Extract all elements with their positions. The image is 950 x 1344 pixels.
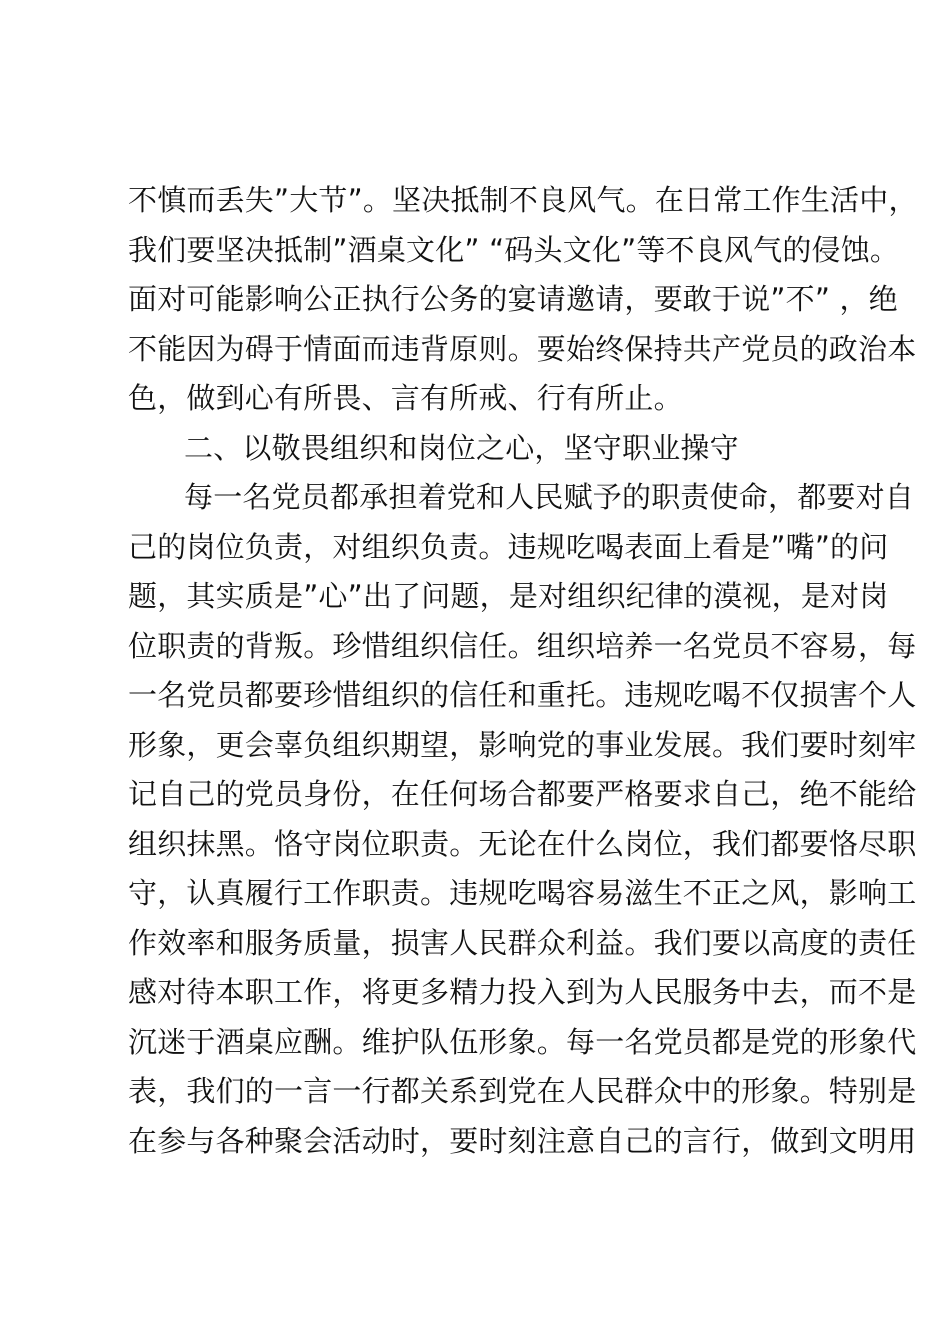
text-line: 形象，更会辜负组织期望，影响党的事业发展。我们要时刻牢 [128, 727, 917, 762]
paragraph-first-line: 每一名党员都承担着党和人民赋予的职责使命，都要对自 [184, 480, 915, 514]
text-line: 位职责的背叛。珍惜组织信任。组织培养一名党员不容易，每 [128, 628, 917, 663]
text-line: 不能因为碍于情面而违背原则。要始终保持共产党员的政治本 [128, 331, 917, 366]
document-body [128, 176, 918, 1166]
text-line: 沉迷于酒桌应酬。维护队伍形象。每一名党员都是党的形象代 [128, 1024, 917, 1059]
section-heading: 二、以敬畏组织和岗位之心，坚守职业操守 [184, 430, 739, 465]
text-line: 题，其实质是”心”出了问题，是对组织纪律的漠视，是对岗 [128, 579, 889, 613]
text-line: 我们要坚决抵制”酒桌文化” “码头文化”等不良风气的侵蚀。 [128, 232, 900, 267]
text-line: 组织抹黑。恪守岗位职责。无论在什么岗位，我们都要恪尽职 [128, 826, 917, 861]
text-line: 守，认真履行工作职责。违规吃喝容易滋生不正之风，影响工 [128, 876, 917, 910]
text-line: 记自己的党员身份，在任何场合都要严格要求自己，绝不能给 [128, 777, 917, 811]
text-line: 不慎而丢失”大节”。坚决抵制不良风气。在日常工作生活中， [128, 183, 918, 217]
text-line: 一名党员都要珍惜组织的信任和重托。违规吃喝不仅损害个人 [128, 678, 917, 712]
text-line: 己的岗位负责，对组织负责。违规吃喝表面上看是”嘴”的问 [128, 529, 889, 564]
text-line: 色，做到心有所畏、言有所戒、行有所止。 [128, 381, 683, 415]
text-line: 在参与各种聚会活动时，要时刻注意自己的言行，做到文明用 [128, 1123, 917, 1158]
text-line: 表，我们的一言一行都关系到党在人民群众中的形象。特别是 [128, 1074, 917, 1108]
text-line: 感对待本职工作，将更多精力投入到为人民服务中去，而不是 [128, 975, 917, 1009]
text-line: 作效率和服务质量，损害人民群众利益。我们要以高度的责任 [128, 925, 917, 960]
text-line: 面对可能影响公正执行公务的宴请邀请，要敢于说”不” ，绝 [128, 282, 898, 316]
